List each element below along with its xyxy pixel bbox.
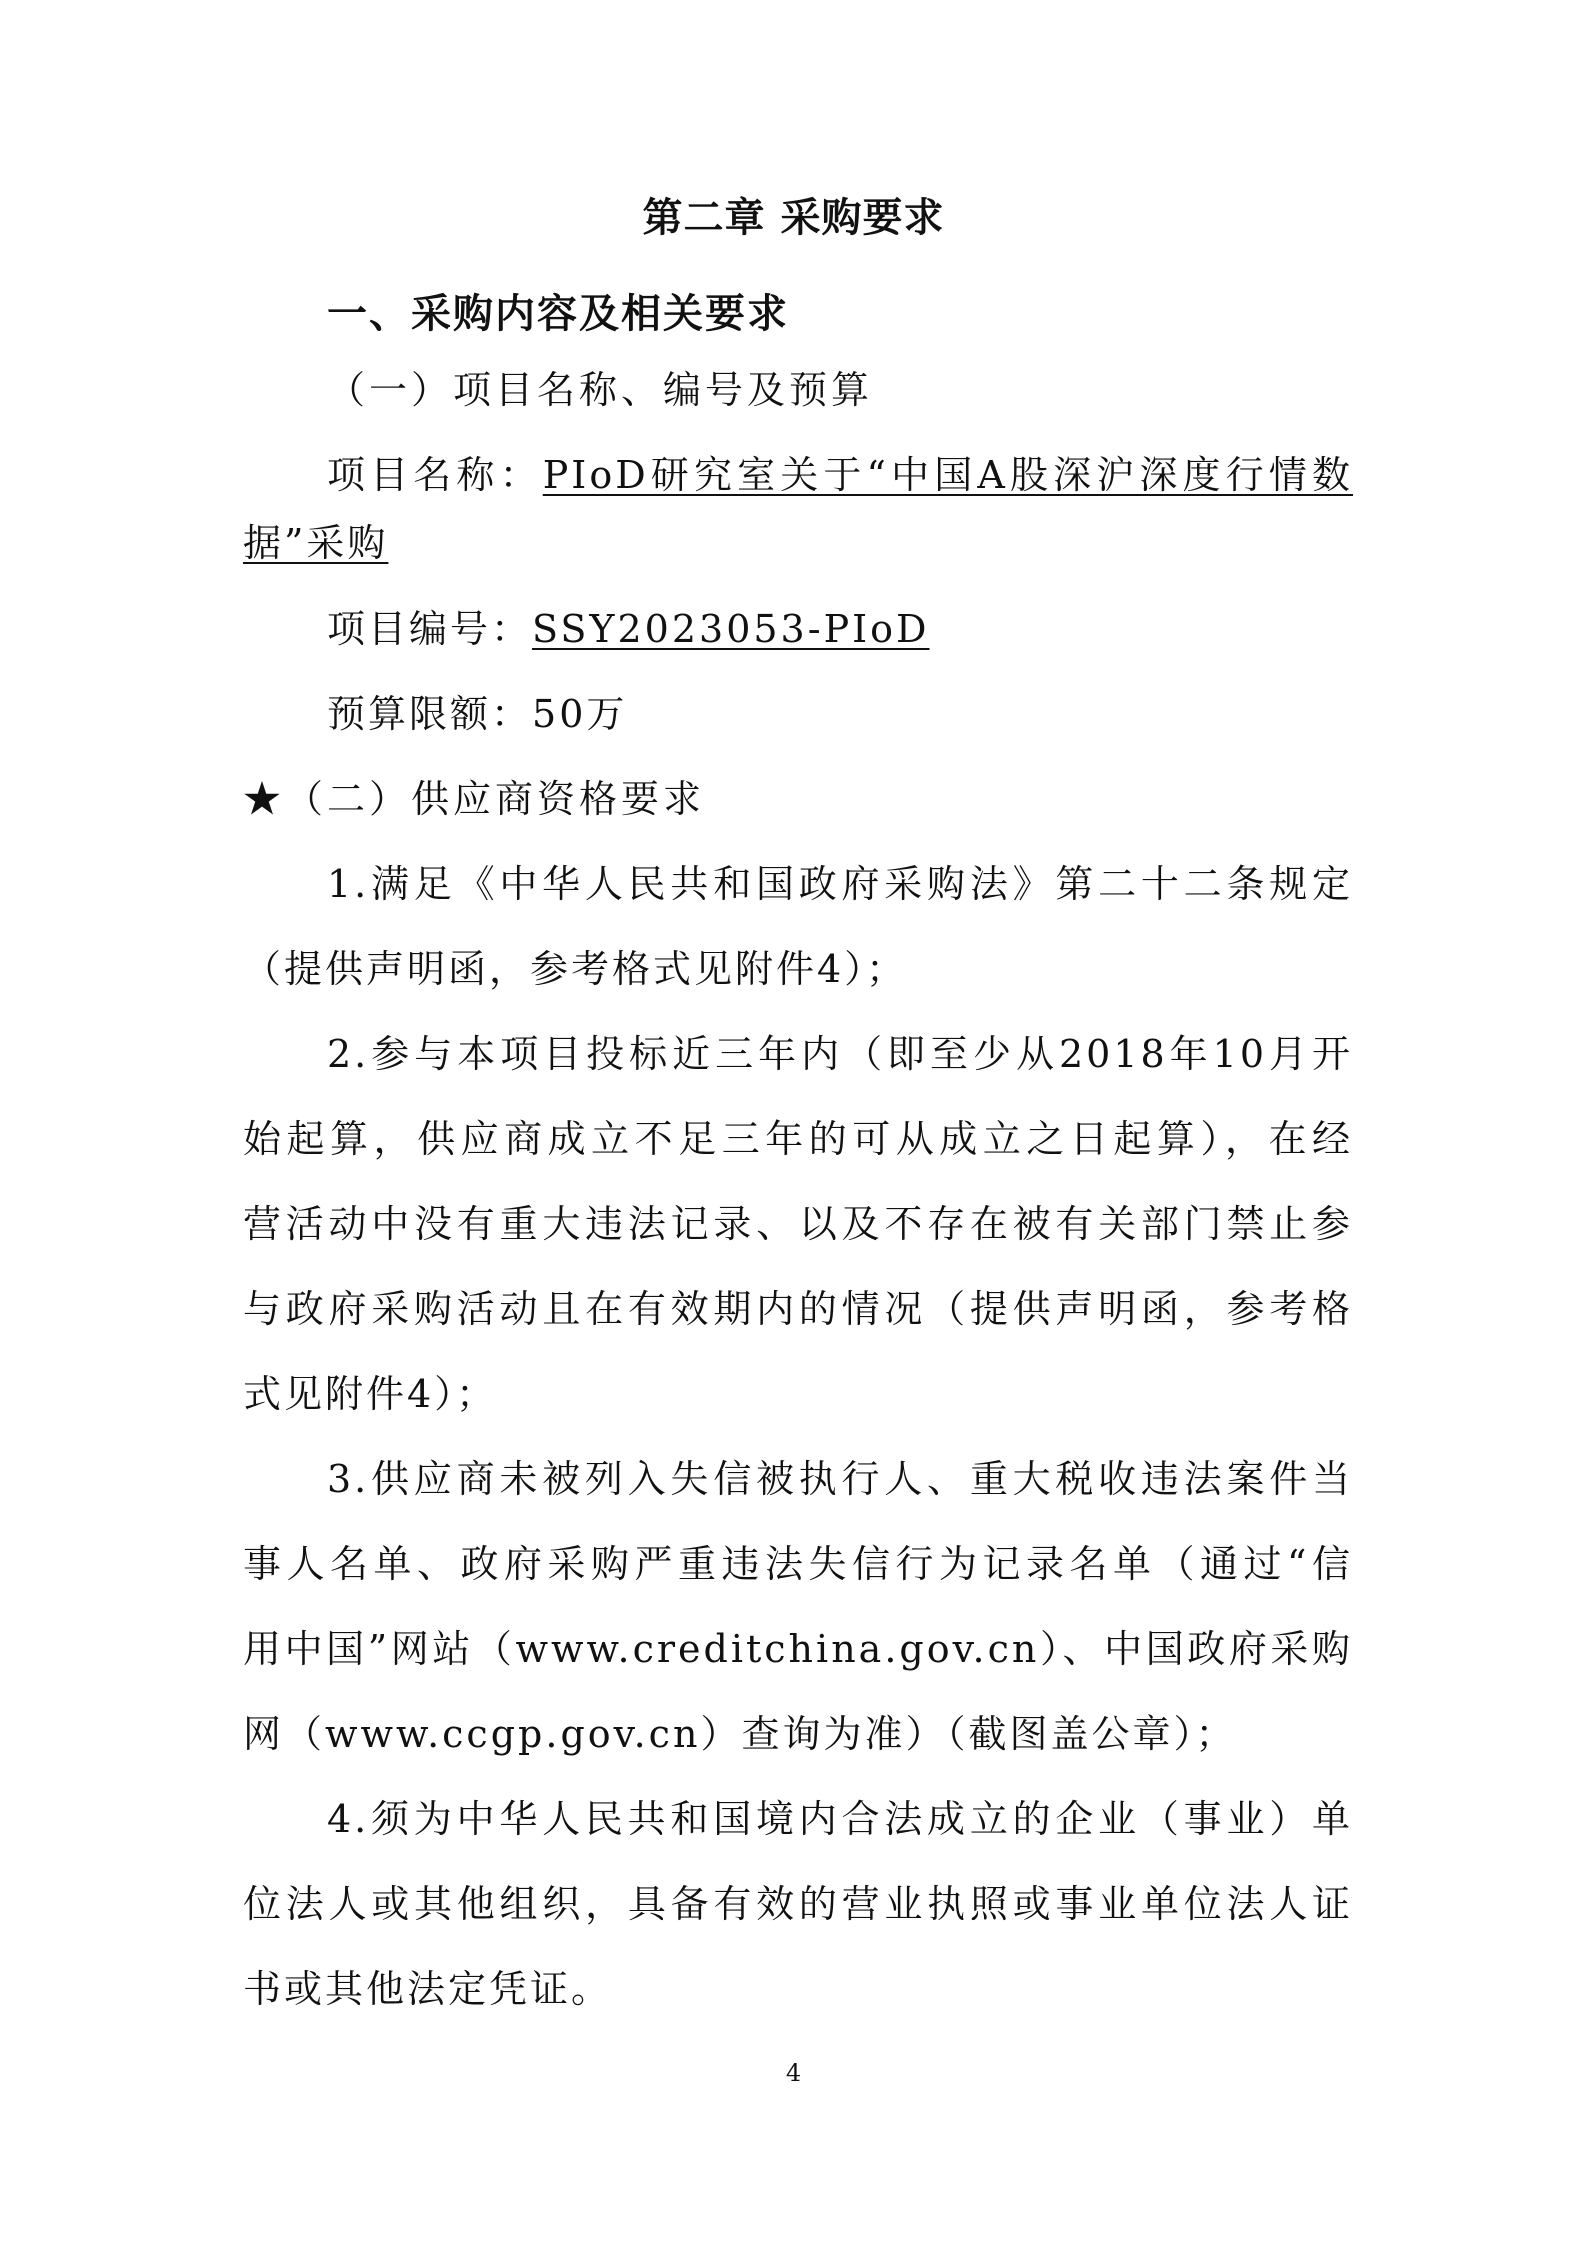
subsection-title-qualification xyxy=(243,771,705,827)
budget-label: 预算限额： xyxy=(327,692,533,736)
project-name-value: PIoD研究室关于“中国A股深沪深度行情数 xyxy=(542,453,1353,497)
qualification-line: 3.供应商未被列入失信被执行人、重大税收违法案件当 xyxy=(327,1457,1353,1501)
qualification-line: 与政府采购活动且在有效期内的情况（提供声明函，参考格 xyxy=(243,1287,1353,1331)
qualification-line: 用中国”网站（www.creditchina.gov.cn）、中国政府采购 xyxy=(243,1627,1353,1671)
chapter-title: 第二章 采购要求 xyxy=(642,195,945,241)
qualification-line: （提供声明函，参考格式见附件4）； xyxy=(243,947,908,991)
qualification-line: 网（www.ccgp.gov.cn）查询为准）（截图盖公章）； xyxy=(243,1712,1237,1756)
project-name-label: 项目名称： xyxy=(327,453,543,497)
qualification-line: 事人名单、政府采购严重违法失信行为记录名单（通过“信 xyxy=(243,1542,1353,1586)
qualification-line: 式见附件4）； xyxy=(243,1372,498,1416)
budget-line xyxy=(327,686,1353,742)
qualification-line: 营活动中没有重大违法记录、以及不存在被有关部门禁止参 xyxy=(243,1202,1353,1246)
project-code-value: SSY2023053-PIoD xyxy=(532,607,930,651)
qualification-line: 1.满足《中华人民共和国政府采购法》第二十二条规定 xyxy=(327,862,1353,906)
qualification-line: 4.须为中华人民共和国境内合法成立的企业（事业）单 xyxy=(327,1797,1353,1841)
qualification-line: 书或其他法定凭证。 xyxy=(243,1967,613,2011)
qualification-line: 始起算，供应商成立不足三年的可从成立之日起算），在经 xyxy=(243,1117,1353,1161)
project-name-value-cont: 据”采购 xyxy=(243,521,389,565)
section-title: 一、采购内容及相关要求 xyxy=(327,291,789,337)
budget-value: 50万 xyxy=(532,692,628,736)
page-number: 4 xyxy=(785,2059,802,2087)
qualification-line: 位法人或其他组织，具备有效的营业执照或事业单位法人证 xyxy=(243,1882,1353,1926)
project-code-label: 项目编号： xyxy=(327,607,533,651)
star-icon: ★ xyxy=(243,777,286,821)
project-name-line-2 xyxy=(243,515,1353,571)
qualification-title-text: （二）供应商资格要求 xyxy=(285,777,706,821)
project-name-line xyxy=(327,447,1353,503)
subsection-title-project: （一）项目名称、编号及预算 xyxy=(327,368,874,412)
project-code-line xyxy=(327,601,1353,657)
qualification-line: 2.参与本项目投标近三年内（即至少从2018年10月开 xyxy=(327,1032,1353,1076)
